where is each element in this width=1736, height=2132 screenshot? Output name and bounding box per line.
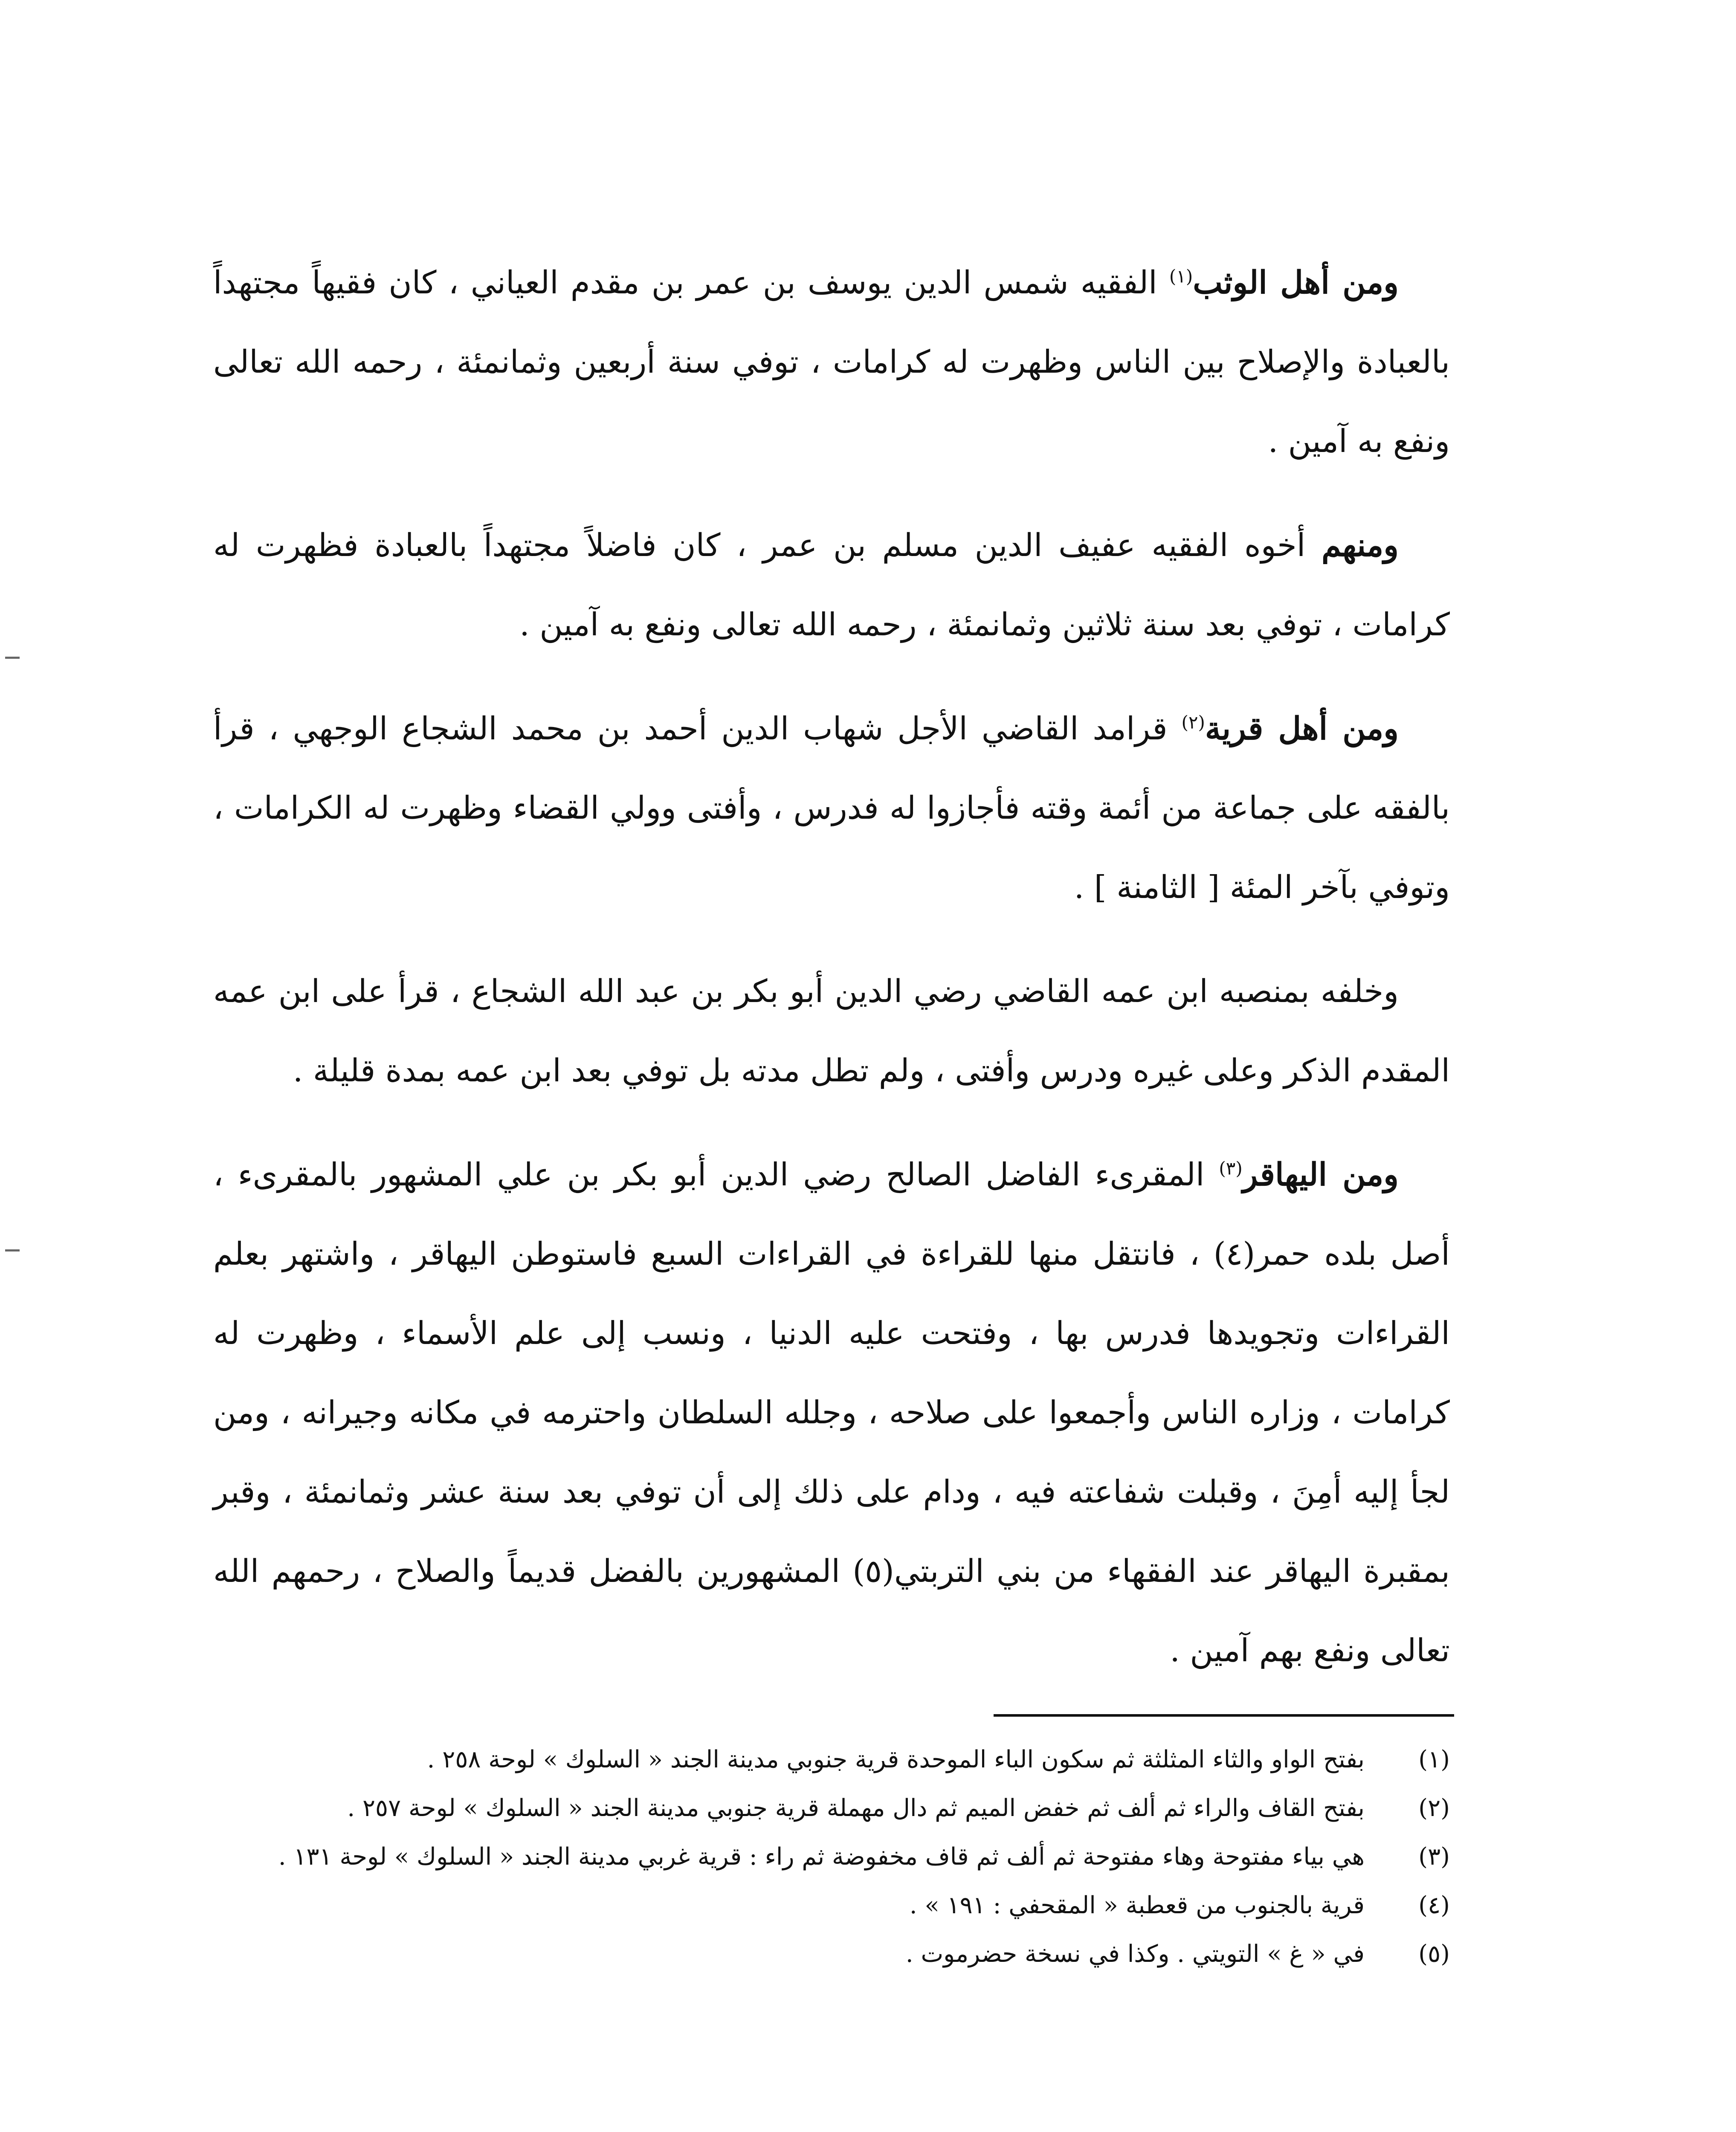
paragraph (213, 506, 1450, 664)
scan-edge-mark (5, 657, 20, 659)
footnote-text: بفتح الواو والثاء المثلثة ثم سكون الباء الموحدة قرية جنوبي مدينة الجند « السلوك » لوحة ٢٥٨ . (427, 1746, 1365, 1773)
paragraph-lead: ومن اليهاقر (1242, 1156, 1399, 1193)
footnote-number: (٣) (1418, 1843, 1450, 1871)
footnote-reference: (٢) (1181, 712, 1205, 733)
paragraph-text: وخلفه بمنصبه ابن عمه القاضي رضي الدين أبو بكر بن عبد الله الشجاع ، قرأ على ابن عمه المقدم الذكر وعلى غيره ودرس وأفتى ، ولم تطل مدته بل توفي بعد ابن عمه بمدة قليلة . (213, 973, 1450, 1089)
paragraph (213, 689, 1450, 927)
paragraph (213, 243, 1450, 481)
footnote-number: (٥) (1418, 1940, 1450, 1968)
paragraph (213, 952, 1450, 1110)
footnote-item (213, 1786, 1450, 1831)
paragraph-lead: ومنهم (1321, 527, 1399, 564)
paragraph-text: قرامد القاضي الأجل شهاب الدين أحمد بن محمد الشجاع الوجهي ، قرأ بالفقه على جماعة من أئمة وقته فأجازوا له فدرس ، وأفتى وولي القضاء وظهرت له الكرامات ، وتوفي بآخر المئة [ الثامنة ] . (213, 710, 1450, 906)
scan-edge-mark (5, 1249, 20, 1251)
footnote-number: (١) (1418, 1746, 1450, 1773)
paragraph-text: أخوه الفقيه عفيف الدين مسلم بن عمر ، كان فاضلاً مجتهداً بالعبادة فظهرت له كرامات ، توفي بعد سنة ثلاثين وثمانمئة ، رحمه الله تعالى ونفع به آمين . (213, 527, 1450, 643)
footnote-item (213, 1738, 1450, 1782)
main-text (213, 243, 1450, 1715)
footnote-item (213, 1883, 1450, 1928)
footnote-divider (994, 1714, 1454, 1717)
footnote-number: (٢) (1418, 1794, 1450, 1822)
footnote-number: (٤) (1418, 1892, 1450, 1919)
paragraph-lead: ومن أهل قرية (1205, 710, 1399, 747)
footnote-reference: (٣) (1219, 1158, 1243, 1179)
paragraph-text: الفقيه شمس الدين يوسف بن عمر بن مقدم العياني ، كان فقيهاً مجتهداً بالعبادة والإصلاح بين الناس وظهرت له كرامات ، توفي سنة أربعين وثمانمئة ، رحمه الله تعالى ونفع به آمين . (213, 264, 1450, 460)
paragraph (213, 1135, 1450, 1690)
footnote-reference: (١) (1169, 266, 1193, 287)
footnote-item (213, 1932, 1450, 1976)
footnote-item (213, 1835, 1450, 1879)
footnote-text: قرية بالجنوب من قعطبة « المقحفي : ١٩١ » . (909, 1892, 1365, 1919)
paragraph-lead: ومن أهل الوثب (1193, 264, 1399, 301)
paragraph-text: المقرىء الفاضل الصالح رضي الدين أبو بكر بن علي المشهور بالمقرىء ، أصل بلده حمر(٤) ، فانتقل منها للقراءة في القراءات السبع فاستوطن اليهاقر ، واشتهر بعلم القراءات وتجويدها فدرس بها ، وفتحت عليه الدنيا ، ونسب إلى علم الأسماء ، وظهرت له كرامات ، وزاره الناس وأجمعوا على صلاحه ، وجلله السلطان واحترمه في مكانه وجيرانه ، ومن لجأ إليه أمِنَ ، وقبلت شفاعته فيه ، ودام على ذلك إلى أن توفي بعد سنة عشر وثمانمئة ، وقبر بمقبرة اليهاقر عند الفقهاء من بني التربتي(٥) المشهورين بالفضل قديماً والصلاح ، رحمهم الله تعالى ونفع بهم آمين . (213, 1156, 1450, 1669)
footnote-text: هي بياء مفتوحة وهاء مفتوحة ثم ألف ثم قاف مخفوضة ثم راء : قرية غربي مدينة الجند « السلوك » لوحة ١٣١ . (278, 1843, 1365, 1871)
footnote-text: بفتح القاف والراء ثم ألف ثم خفض الميم ثم دال مهملة قرية جنوبي مدينة الجند « السلوك » لوحة ٢٥٧ . (347, 1794, 1365, 1822)
footnote-text: في « غ » التويتي . وكذا في نسخة حضرموت . (905, 1940, 1365, 1968)
footnotes (213, 1738, 1450, 1981)
